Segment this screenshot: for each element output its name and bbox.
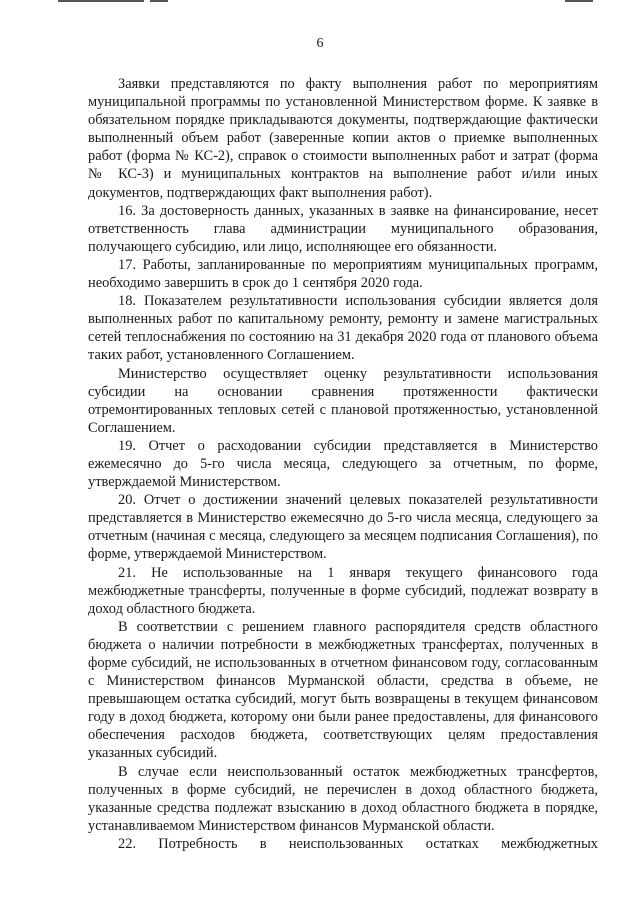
paragraph-20: 20. Отчет о достижении значений целевых показателей результативности представляется в Министерство ежемесячно до 5-го числа месяца, следующего за отчетным (начиная с месяца, следующего за месяцем подписания Соглашения), по форме, утверждаемой Министерством.: [88, 492, 598, 563]
paragraph-18: 18. Показателем результативности использования субсидии является доля выполненных работ по капитальному ремонту, ремонту и замене магистральных сетей теплоснабжения по состоянию на 31 декабря 2020 года от планового объема таких работ, установленного Соглашением.: [88, 293, 598, 364]
scan-edge-marks: [0, 0, 640, 4]
paragraph-evaluation: Министерство осуществляет оценку результативности использования субсидии на основании сравнения протяженности фактически отремонтированных тепловых сетей с плановой протяженностью, установленной Соглашением.: [88, 365, 598, 436]
paragraph-22: 22. Потребность в неиспользованных остатках межбюджетных: [118, 835, 598, 852]
paragraph-16: 16. За достоверность данных, указанных в заявке на финансирование, несет ответственность глава администрации муниципального образования, получающего субсидию, или лицо, исполняющее его обязанности.: [88, 202, 598, 255]
paragraph-21: 21. Не использованные на 1 января текущего финансового года межбюджетные трансферты, полученные в форме субсидий, подлежат возврату в доход областного бюджета.: [88, 564, 598, 617]
paragraph-17: 17. Работы, запланированные по мероприятиям муниципальных программ, необходимо завершить в срок до 1 сентября 2020 года.: [88, 256, 598, 292]
paragraph-return-decision: В соответствии с решением главного распорядителя средств областного бюджета о наличии потребности в межбюджетных трансфертах, полученных в форме субсидий, не использованных в отчетном финансовом году, согласованным с Министерством финансов Мурманской области, средства в объеме, не превышающем остатка субсидий, могут быть возвращены в текущем финансовом году в доход бюджета, которому они были ранее предоставлены, для финансового обеспечения расходов бюджета, соответствующих целям предоставления указанных субсидий.: [88, 618, 598, 762]
paragraph-19: 19. Отчет о расходовании субсидии представляется в Министерство ежемесячно до 5-го числа месяца, следующего за отчетным, по форме, утверждаемой Министерством.: [88, 437, 598, 491]
paragraph-recovery: В случае если неиспользованный остаток межбюджетных трансфертов, полученных в форме субсидий, не перечислен в доход областного бюджета, указанные средства подлежат взысканию в доход областного бюджета в порядке, устанавливаемом Министерством финансов Мурманской области.: [88, 763, 598, 834]
paragraph-applications: Заявки представляются по факту выполнения работ по мероприятиям муниципальной программы по установленной Министерством форме. К заявке в обязательном порядке прикладываются документы, подтверждающие фактически выполненный объем работ (заверенные копии актов о приемке выполненных работ (форма № КС-2), справок о стоимости выполненных работ и затрат (форма № КС-3) и муниципальных контрактов на выполнение работ и/или иных документов, подтверждающих факт выполнения работ).: [88, 76, 598, 201]
document-body: [88, 75, 598, 853]
page-number: 6: [316, 36, 324, 51]
